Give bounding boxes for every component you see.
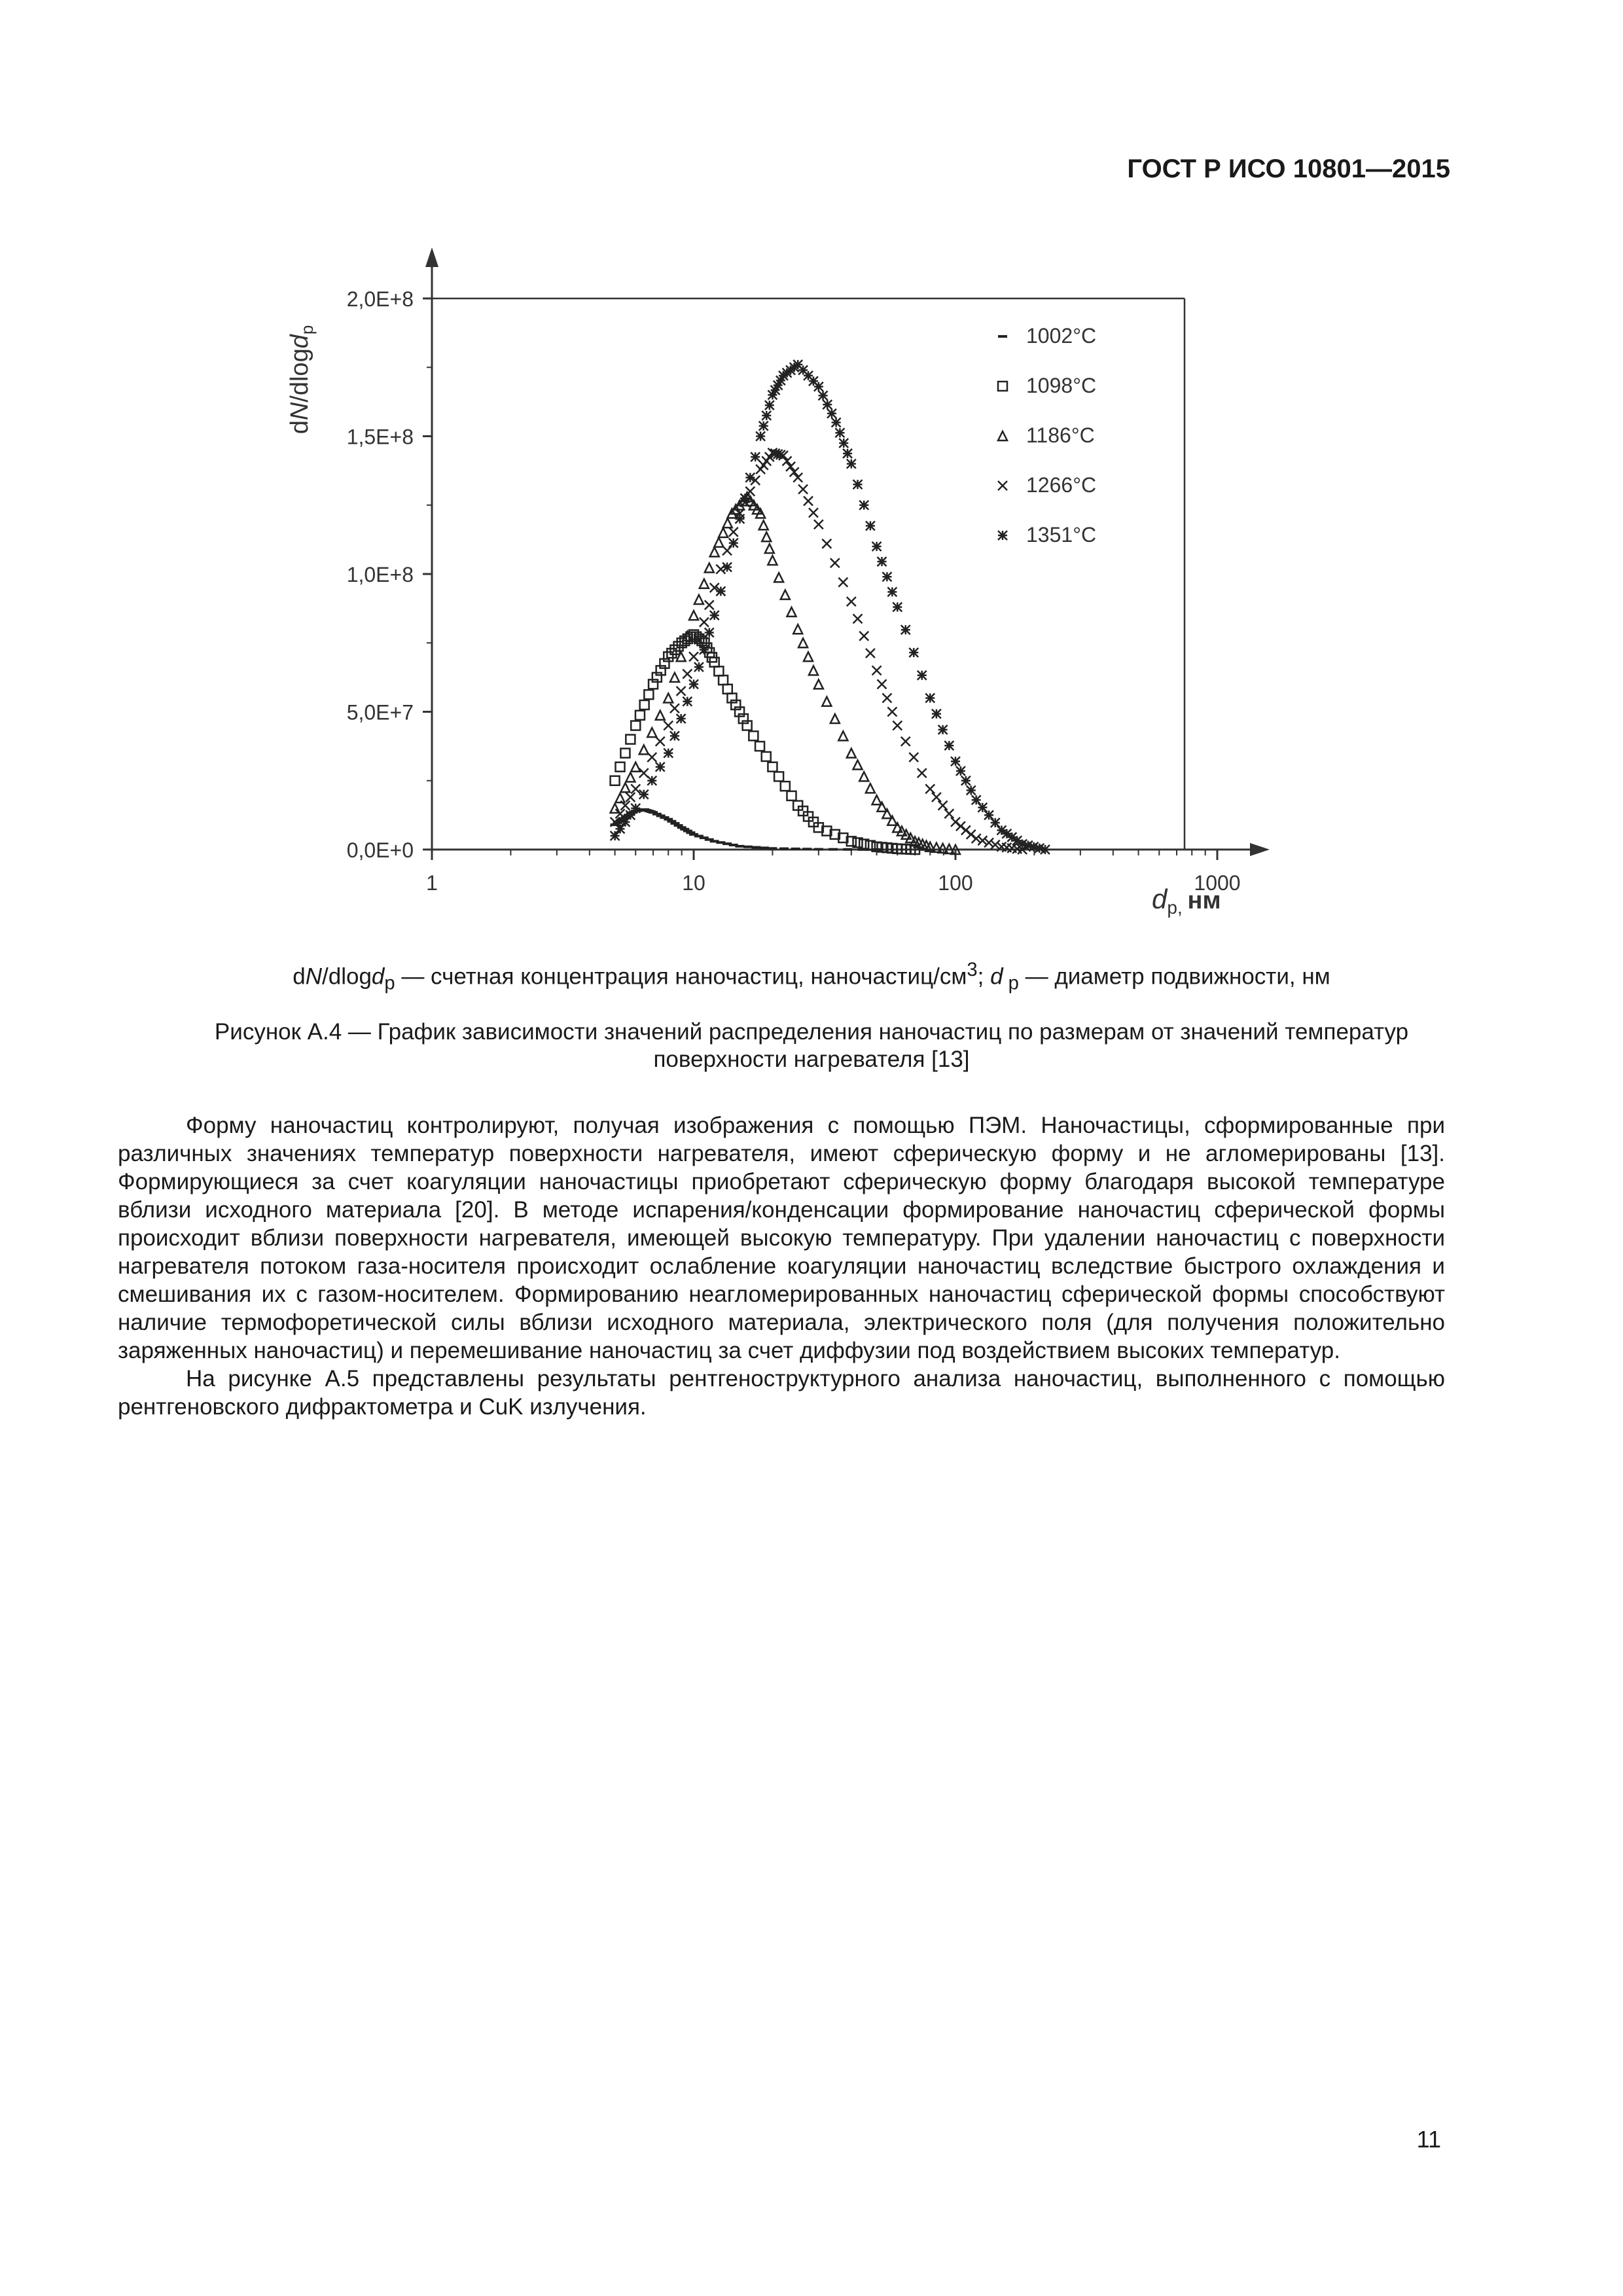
x-label-comma: , xyxy=(1177,897,1188,918)
data-point xyxy=(723,518,732,528)
data-point xyxy=(932,793,941,802)
data-point xyxy=(909,753,918,762)
chart-axes xyxy=(425,247,1270,856)
data-point xyxy=(656,711,665,720)
note-sup: 3 xyxy=(967,960,978,980)
data-point xyxy=(664,693,673,702)
chart-points xyxy=(611,360,1050,854)
data-point xyxy=(909,648,918,657)
data-point xyxy=(735,514,744,524)
x-tick-label: 1 xyxy=(426,871,438,895)
data-point xyxy=(798,485,808,494)
data-point xyxy=(765,401,774,410)
data-point xyxy=(749,731,758,740)
data-point xyxy=(710,611,719,620)
data-point xyxy=(647,753,656,762)
note-text: — счетная концентрация наночастиц, наночастиц/см xyxy=(395,963,967,990)
data-point xyxy=(984,810,993,819)
y-tick-label: 0,0E+0 xyxy=(346,838,414,862)
note-p-sub: p xyxy=(384,973,395,994)
data-point xyxy=(620,749,630,758)
data-point xyxy=(991,818,1000,827)
data-point xyxy=(847,459,856,469)
data-point xyxy=(626,793,635,802)
data-point xyxy=(819,391,828,400)
data-point xyxy=(640,700,649,709)
x-axis-label xyxy=(1152,884,1221,918)
y-tick-label: 1,5E+8 xyxy=(346,425,414,449)
data-point xyxy=(814,382,823,391)
data-point xyxy=(674,642,683,651)
data-point xyxy=(961,776,971,785)
data-point xyxy=(901,625,910,634)
data-point xyxy=(722,546,732,555)
data-point xyxy=(790,467,799,476)
data-point xyxy=(616,809,625,818)
data-point xyxy=(925,693,935,702)
data-point xyxy=(762,411,771,420)
data-point xyxy=(705,564,714,573)
data-point xyxy=(774,573,783,582)
x-label-p: p xyxy=(1167,897,1177,918)
data-point xyxy=(716,586,725,596)
data-point xyxy=(639,768,649,778)
data-point xyxy=(664,749,673,758)
data-point xyxy=(1041,845,1050,854)
size-distribution-chart xyxy=(275,216,1296,929)
body-text xyxy=(118,1111,1445,1421)
data-point xyxy=(893,721,902,730)
note-sep: ; xyxy=(977,963,991,990)
note-dp: d xyxy=(371,963,385,990)
data-point xyxy=(822,697,831,706)
series-dash xyxy=(611,810,882,850)
data-point xyxy=(839,439,848,448)
data-point xyxy=(878,557,887,566)
note-N: N xyxy=(305,963,323,990)
page-number: 11 xyxy=(1416,2126,1441,2153)
data-point xyxy=(759,422,768,431)
data-point xyxy=(670,673,679,682)
data-point xyxy=(781,781,790,791)
data-point xyxy=(830,714,840,723)
data-point xyxy=(866,521,875,530)
data-point xyxy=(887,708,897,717)
data-point xyxy=(683,670,692,679)
data-point xyxy=(689,679,698,689)
data-point xyxy=(768,762,777,772)
data-point xyxy=(925,784,935,793)
legend-marker xyxy=(998,431,1007,440)
note-dlog: /dlog xyxy=(322,963,372,990)
data-point xyxy=(893,603,902,612)
data-point xyxy=(647,776,656,785)
data-point xyxy=(677,652,686,661)
data-point xyxy=(972,795,981,804)
paragraph-1: Форму наночастиц контролируют, получая изображения с помощью ПЭМ. Наночастицы, сформированные при различных значениях температур поверхности нагревателя, имеют сферическую форму и не агломерированы [13]. Формирующиеся за счет коагуляции наночастицы приобретают сферическую форму благодаря высокой температуре вблизи исходного материала [20]. В методе испарения/конденсации формирование наночастиц сферической формы происходит вблизи поверхности нагревателя, имеющей высокую температуру. При удалении наночастиц с поверхности нагревателя потоком газа-носителя происходит ослабление коагуляции наночастиц вследствие быстрого охлаждения и смешивания их с газом-носителем. Формированию неагломерированных наночастиц сферической формы способствуют наличие термофоретической силы вблизи исходного материала, электрического поля (для получения положительно заряженных наночастиц) и перемешивание наночастиц за счет диффузии под воздействием высоких температур. xyxy=(118,1113,1445,1363)
data-point xyxy=(700,579,709,588)
data-point xyxy=(809,508,818,517)
data-point xyxy=(729,539,738,548)
data-point xyxy=(689,652,698,661)
data-point xyxy=(944,809,954,818)
data-point xyxy=(620,783,630,792)
data-point xyxy=(656,762,665,772)
data-point xyxy=(859,501,868,510)
x-axis-arrow xyxy=(1250,843,1270,856)
y-tick-label: 5,0E+7 xyxy=(346,700,414,725)
y-tick-label: 2,0E+8 xyxy=(346,287,414,311)
data-point xyxy=(719,528,728,537)
data-point xyxy=(755,742,764,751)
data-point xyxy=(616,762,625,772)
paragraph-2: На рисунке А.5 представлены результаты рентгеноструктурного анализа наночастиц, выполненного с помощью рентгеновского дифрактометра и CuK излучения. xyxy=(118,1366,1445,1420)
data-point xyxy=(639,745,649,754)
data-point xyxy=(635,711,645,720)
data-point xyxy=(882,693,891,702)
legend-label: 1098°C xyxy=(1026,374,1097,397)
data-point xyxy=(978,803,987,812)
figure-caption xyxy=(118,1018,1505,1073)
data-point xyxy=(631,784,640,793)
data-point xyxy=(786,462,795,471)
note-p2: p xyxy=(1003,973,1019,994)
data-point xyxy=(626,810,635,819)
chart-legend xyxy=(998,324,1096,547)
data-point xyxy=(694,662,704,672)
data-point xyxy=(694,595,704,604)
data-point xyxy=(809,666,818,675)
data-point xyxy=(647,728,656,737)
data-point xyxy=(745,473,755,482)
data-point xyxy=(853,761,863,770)
data-point xyxy=(705,600,714,609)
data-point xyxy=(611,776,620,785)
data-point xyxy=(626,735,635,744)
data-point xyxy=(762,752,771,761)
legend-marker xyxy=(998,382,1007,391)
data-point xyxy=(626,772,635,781)
y-axis-arrow xyxy=(425,247,438,267)
data-point xyxy=(838,578,847,587)
data-point xyxy=(759,520,768,529)
data-point xyxy=(787,607,796,617)
data-point xyxy=(631,804,640,813)
y-label-dlog: /dlog xyxy=(286,348,313,403)
legend-label: 1186°C xyxy=(1026,423,1095,447)
data-point xyxy=(611,831,620,840)
x-tick-label: 10 xyxy=(682,871,705,895)
data-point xyxy=(822,539,831,548)
data-point xyxy=(967,785,976,795)
data-point xyxy=(878,679,887,689)
data-point xyxy=(670,645,679,655)
series-x xyxy=(611,448,1027,854)
data-point xyxy=(859,772,868,781)
data-point xyxy=(620,817,630,827)
data-point xyxy=(762,532,771,541)
data-point xyxy=(814,520,823,529)
data-point xyxy=(847,597,856,606)
data-point xyxy=(639,790,649,799)
y-tick-label: 1,0E+8 xyxy=(346,563,414,586)
series-triangle xyxy=(611,492,960,854)
document-header: ГОСТ Р ИСО 10801—2015 xyxy=(1127,154,1450,183)
y-label-p: p xyxy=(297,325,317,335)
data-point xyxy=(878,802,887,812)
data-point xyxy=(853,614,863,623)
x-tick-label: 1000 xyxy=(1194,871,1241,895)
data-point xyxy=(787,791,796,800)
data-point xyxy=(714,666,723,675)
data-point xyxy=(951,757,960,766)
series-square xyxy=(611,630,919,854)
data-point xyxy=(882,809,891,818)
y-label-N: N xyxy=(286,402,313,421)
data-point xyxy=(677,714,686,723)
data-point xyxy=(781,590,790,600)
x-tick-label: 100 xyxy=(938,871,973,895)
data-point xyxy=(843,449,852,458)
data-point xyxy=(804,496,813,505)
data-point xyxy=(832,418,841,427)
data-point xyxy=(887,587,897,596)
caption-line-2: поверхности нагревателя [13] xyxy=(653,1047,970,1072)
data-point xyxy=(656,737,665,746)
data-point xyxy=(774,772,783,781)
y-label-dp: d xyxy=(286,334,313,349)
x-label-d: d xyxy=(1152,884,1168,914)
data-point xyxy=(901,737,910,746)
data-point xyxy=(938,801,948,810)
figure-legend-note xyxy=(118,960,1505,995)
data-point xyxy=(956,766,965,776)
y-label-d: d xyxy=(286,420,313,435)
data-point xyxy=(740,493,749,503)
data-point xyxy=(872,666,882,675)
caption-line-1: Рисунок А.4 — График зависимости значений распределения наночастиц по размерам от значений температур xyxy=(214,1019,1409,1045)
data-point xyxy=(918,671,927,680)
data-point xyxy=(722,562,732,571)
legend-label: 1266°C xyxy=(1026,473,1097,497)
legend-marker xyxy=(998,481,1007,490)
data-point xyxy=(670,731,679,740)
data-point xyxy=(823,400,832,409)
series-star xyxy=(611,360,1050,854)
data-point xyxy=(793,473,802,482)
data-point xyxy=(827,409,836,418)
data-point xyxy=(798,638,808,647)
data-point xyxy=(710,547,719,556)
data-point xyxy=(677,687,686,696)
legend-marker xyxy=(998,531,1007,540)
data-point xyxy=(616,793,625,802)
data-point xyxy=(714,538,723,547)
x-label-unit: нм xyxy=(1187,887,1221,914)
data-point xyxy=(723,685,732,694)
data-point xyxy=(729,528,738,537)
data-point xyxy=(765,544,774,553)
data-point xyxy=(872,795,882,804)
data-point xyxy=(756,432,765,441)
data-point xyxy=(918,768,927,778)
data-point xyxy=(830,558,840,567)
data-point xyxy=(944,741,954,750)
data-point xyxy=(631,721,640,730)
note-d2: d xyxy=(990,963,1003,990)
data-point xyxy=(683,697,692,706)
data-point xyxy=(616,824,625,833)
data-point xyxy=(667,649,676,658)
data-point xyxy=(705,628,714,637)
data-point xyxy=(853,480,863,489)
data-point xyxy=(670,704,679,713)
note-d: d xyxy=(293,963,306,990)
data-point xyxy=(838,731,847,740)
data-point xyxy=(644,690,653,699)
data-point xyxy=(689,611,698,620)
data-point xyxy=(719,675,728,685)
data-point xyxy=(631,762,640,772)
legend-label: 1351°C xyxy=(1026,523,1097,547)
data-point xyxy=(835,428,844,437)
data-point xyxy=(887,816,897,825)
note-text2: — диаметр подвижности, нм xyxy=(1018,963,1330,990)
data-point xyxy=(932,709,941,719)
data-point xyxy=(783,456,792,465)
data-point xyxy=(938,725,948,734)
y-axis-label xyxy=(286,325,317,435)
data-point xyxy=(793,624,802,634)
data-point xyxy=(866,649,875,658)
data-point xyxy=(859,632,868,641)
data-point xyxy=(768,556,777,565)
data-point xyxy=(804,652,813,661)
data-point xyxy=(700,618,709,627)
data-point xyxy=(872,542,882,551)
data-point xyxy=(700,645,709,655)
data-point xyxy=(751,452,760,461)
data-point xyxy=(814,679,823,689)
data-point xyxy=(664,721,673,730)
data-point xyxy=(847,749,856,758)
data-point xyxy=(866,783,875,793)
data-point xyxy=(882,572,891,581)
legend-label: 1002°C xyxy=(1026,324,1097,348)
